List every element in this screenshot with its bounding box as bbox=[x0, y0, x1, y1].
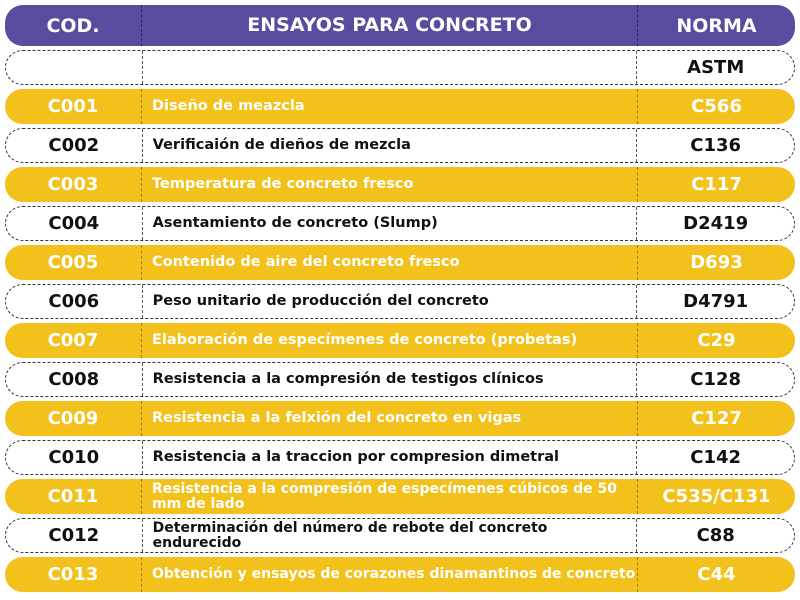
row-description: Contenido de aire del concreto fresco bbox=[152, 254, 460, 270]
row-code: C012 bbox=[6, 519, 143, 552]
row-code: C001 bbox=[5, 89, 142, 124]
row-norm: D4791 bbox=[636, 285, 794, 318]
header-description: ENSAYOS PARA CONCRETO bbox=[247, 14, 532, 36]
row-description: Obtención y ensayos de corazones dinamantinos de concreto bbox=[152, 566, 636, 582]
row-description: Diseño de meazcla bbox=[152, 98, 305, 114]
table-row bbox=[5, 206, 795, 241]
row-description: Determinación del número de rebote del concreto endurecido bbox=[152, 519, 548, 551]
subheader-description bbox=[143, 51, 637, 84]
table-row bbox=[5, 167, 795, 202]
row-code: C003 bbox=[5, 167, 142, 202]
table-row bbox=[5, 323, 795, 358]
row-description: Resistencia a la felxión del concreto en vigas bbox=[152, 410, 522, 426]
row-norm: C128 bbox=[636, 363, 794, 396]
row-norm: C127 bbox=[637, 401, 795, 436]
row-norm: D693 bbox=[637, 245, 795, 280]
table-row bbox=[5, 89, 795, 124]
row-code: C007 bbox=[5, 323, 142, 358]
row-norm: D2419 bbox=[636, 207, 794, 240]
table-row bbox=[5, 557, 795, 592]
table-row bbox=[5, 479, 795, 514]
subheader-code bbox=[6, 51, 143, 84]
row-description: Asentamiento de concreto (Slump) bbox=[152, 215, 438, 231]
row-code: C008 bbox=[6, 363, 143, 396]
table-row bbox=[5, 362, 795, 397]
row-norm: C44 bbox=[637, 557, 795, 592]
table-row bbox=[5, 401, 795, 436]
row-description: Peso unitario de producción del concreto bbox=[152, 293, 489, 309]
header-norm: NORMA bbox=[637, 5, 795, 46]
row-norm: C29 bbox=[637, 323, 795, 358]
row-norm: C88 bbox=[636, 519, 794, 552]
table-row bbox=[5, 128, 795, 163]
row-description: Verificaión de dieños de mezcla bbox=[152, 137, 411, 153]
row-description: Resistencia a la compresión de testigos clínicos bbox=[152, 371, 544, 387]
row-code: C013 bbox=[5, 557, 142, 592]
row-norm: C566 bbox=[637, 89, 795, 124]
row-norm: C136 bbox=[636, 129, 794, 162]
table-body bbox=[5, 89, 795, 592]
row-code: C005 bbox=[5, 245, 142, 280]
row-description: Temperatura de concreto fresco bbox=[152, 176, 414, 192]
table-row bbox=[5, 440, 795, 475]
row-description: Resistencia a la compresión de especímenes cúbicos de 50 mm de lado bbox=[152, 480, 617, 512]
subheader-norm: ASTM bbox=[636, 51, 794, 84]
subheader-row bbox=[5, 50, 795, 85]
concrete-tests-table bbox=[5, 5, 795, 596]
row-code: C002 bbox=[6, 129, 143, 162]
row-code: C011 bbox=[5, 479, 142, 514]
table-header bbox=[5, 5, 795, 46]
row-code: C010 bbox=[6, 441, 143, 474]
row-code: C004 bbox=[6, 207, 143, 240]
row-description: Resistencia a la traccion por compresion dimetral bbox=[152, 449, 560, 465]
row-norm: C535/C131 bbox=[637, 479, 795, 514]
row-norm: C142 bbox=[636, 441, 794, 474]
table-row bbox=[5, 284, 795, 319]
table-row bbox=[5, 245, 795, 280]
row-description: Elaboración de especímenes de concreto (probetas) bbox=[152, 332, 578, 348]
row-norm: C117 bbox=[637, 167, 795, 202]
header-code: COD. bbox=[5, 5, 142, 46]
table-row bbox=[5, 518, 795, 553]
row-code: C006 bbox=[6, 285, 143, 318]
row-code: C009 bbox=[5, 401, 142, 436]
